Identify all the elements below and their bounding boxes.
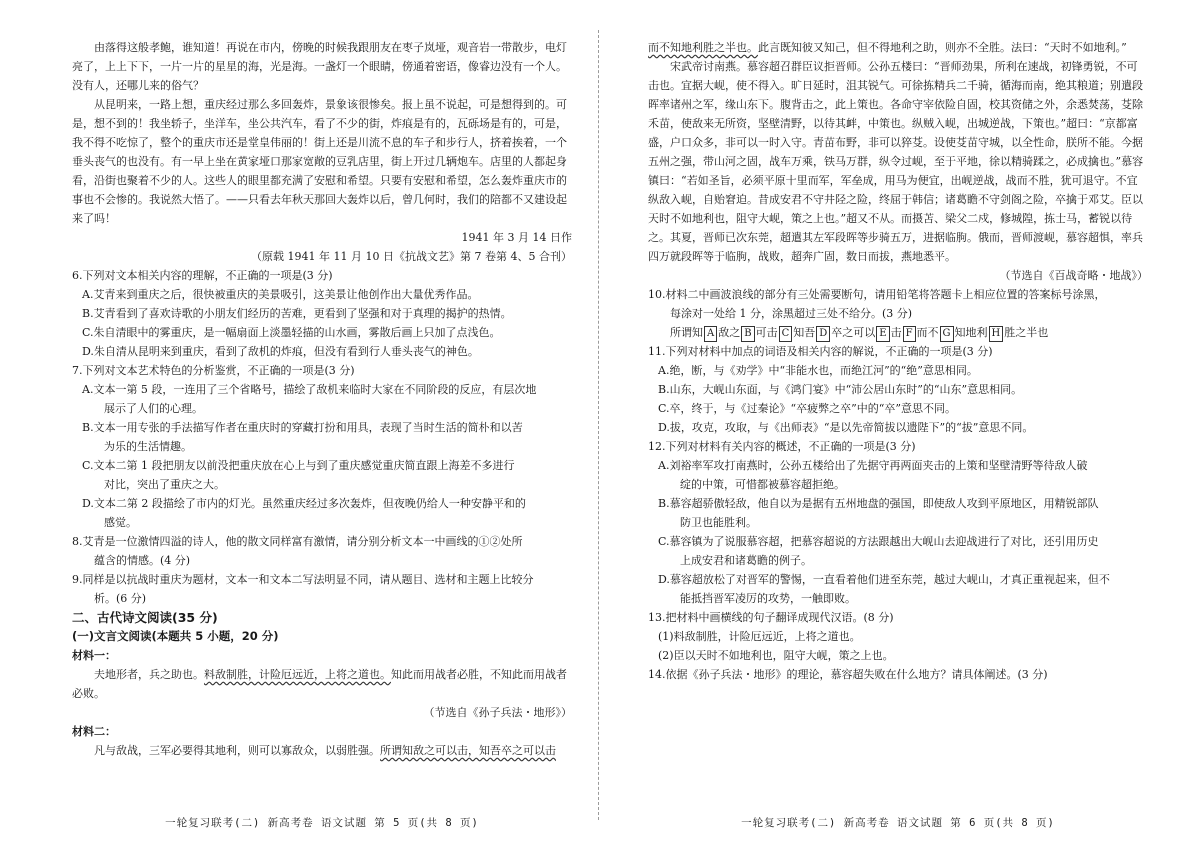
question-7: 7.下列对文本艺术特色的分析鉴赏，不正确的一项是(3 分) <box>72 364 355 377</box>
question-7-option-b: B.文本一用专张的手法描写作者在重庆时的穿藏打扮和用具，表现了当时生活的简朴和以苦 为乐的生活情趣。 <box>82 421 523 453</box>
question-11-option-c: C.卒，终于，与《过秦论》“卒疲弊之卒”中的“卒”意思不同。 <box>658 402 957 415</box>
section-2-heading: 二、古代诗文阅读(35 分) <box>72 610 218 625</box>
question-11-option-a: A.绝，断，与《劝学》中“非能水也，而绝江河”的“绝”意思相同。 <box>658 364 978 377</box>
material-2-text: 凡与敌战，三军必要得其地利，则可以寡敌众，以弱胜强。所谓知敌之可以击，知吾卒之可以击 <box>94 744 556 757</box>
subsection-classical-prose: (一)文言文阅读(本题共 5 小题，20 分) <box>72 629 279 643</box>
question-9: 9.同样是以抗战时重庆为题材，文本一和文本二写法明显不同，请从题目、选材和主题上比较分 析。(6 分) <box>72 573 534 605</box>
question-12: 12.下列对材料有关内容的概述，不正确的一项是(3 分) <box>648 440 916 453</box>
question-11-option-b: B.山东，大岘山东面，与《鸿门宴》中“沛公居山东时”的“山东”意思相同。 <box>658 383 1023 396</box>
question-6-option-c: C.朱自清眼中的雾重庆，是一幅扇面上淡墨轻描的山水画，雾散后画上只加了点浅色。 <box>82 326 501 339</box>
question-13: 13.把材料中画横线的句子翻译成现代汉语。(8 分) <box>648 611 894 624</box>
question-12-option-c: C.慕容镇为了说服慕容超，把慕容超说的方法跟越出大岘山去迎战进行了对比，还引用历史 上成安君和诸葛瞻的例子。 <box>658 535 1099 567</box>
material-2-label: 材料二： <box>72 725 116 738</box>
question-10-sentence: 所谓知 A 敌之 B 可击 C 知吾 D 卒之可以 E 击 F 而不 G 知地利 H 胜之半也 <box>648 323 1148 342</box>
question-8: 8.艾青是一位激情四溢的诗人，他的散文同样富有激情，请分别分析文本一中画线的①②处所 蕴含的情感。(4 分) <box>72 535 523 567</box>
question-12-option-b: B.慕容超骄傲轻敌，他自以为是据有五州地盘的强国，即使敌人攻到平原地区，用精锐部队 防卫也能胜利。 <box>658 497 1099 529</box>
page-6-column <box>648 38 1148 684</box>
question-10: 10.材料二中画波浪线的部分有三处需要断句，请用铅笔将答题卡上相应位置的答案标号涂黑， 每涂对一处给 1 分，涂黑超过三处不给分。(3 分) <box>648 288 1106 320</box>
page-divider <box>598 30 599 820</box>
break-mark-g: G <box>940 326 954 342</box>
material-2-source: （节选自《百战奇略・地战》） <box>999 269 1148 282</box>
question-7-option-d: D.文本二第 2 段描绘了市内的灯光。虽然重庆经过多次轰炸，但夜晚仍给人一种安静平和的 感觉。 <box>82 497 526 529</box>
question-11-option-d: D.拔，攻克，攻取，与《出师表》“是以先帝简拔以遗陛下”的“拔”意思不同。 <box>658 421 1034 434</box>
question-6-option-d: D.朱自清从昆明来到重庆，看到了敌机的炸痕，但没有看到行人垂头丧气的神色。 <box>82 345 479 358</box>
break-mark-f: F <box>903 326 916 342</box>
question-7-option-c: C.文本二第 1 段把朋友以前没把重庆放在心上与到了重庆感觉重庆简直跟上海差不多进行 对比，突出了重庆之大。 <box>82 459 515 491</box>
material-1-underlined: 料敌制胜，计险厄远近，上将之道也。 <box>204 668 391 681</box>
material-2-wavy-end: 而不知地利胜之半也。 <box>648 41 758 54</box>
question-11: 11.下列对材料中加点的词语及相关内容的解说，不正确的一项是(3 分) <box>648 345 993 358</box>
question-7-option-a: A.文本一第 5 段，一连用了三个省略号，描绘了敌机来临时大家在不同阶段的反应，有层次地 展示了人们的心理。 <box>82 383 537 415</box>
material-2-wavy-start: 所谓知敌之可以击，知吾卒之可以击 <box>380 744 556 757</box>
break-mark-c: C <box>779 326 793 342</box>
question-12-option-a: A.刘裕率军攻打南燕时，公孙五楼给出了先据守再两面夹击的上策和坚壁清野等待敌人破 绽的中策，可惜都被慕容超拒绝。 <box>658 459 1088 491</box>
material-1-source: （节选自《孙子兵法・地形》） <box>423 706 572 719</box>
question-13-sentence-2: (2)臣以天时不如地利也，阻守大岘，策之上也。 <box>658 649 894 662</box>
page-5-footer: 一轮复习联考(二) 新高考卷 语文试题 第 5 页(共 8 页) <box>165 817 479 829</box>
break-mark-e: E <box>876 326 889 342</box>
article-date: 1941 年 3 月 14 日作 <box>461 231 572 244</box>
material-1-text: 夫地形者，兵之助也。料敌制胜，计险厄远近，上将之道也。知此而用战者必胜，不知此而用战者必败。 <box>72 668 567 700</box>
material-2-continuation: 而不知地利胜之半也。此言既知彼又知己，但不得地利之助，则亦不全胜。法曰：“天时不如地利。” <box>648 41 1127 54</box>
question-12-option-d: D.慕容超放松了对晋军的警惕，一直看着他们进至东莞，越过大岘山，才真正重视起来，但不 能抵挡晋军凌厉的攻势，一触即败。 <box>658 573 1110 605</box>
page-6-footer: 一轮复习联考(二) 新高考卷 语文试题 第 6 页(共 8 页) <box>741 817 1055 829</box>
text2-paragraph: 从昆明来，一路上想，重庆经过那么多回轰炸，景象该很惨矣。报上虽不说起，可是想得到的。可是，想不到的！我坐轿子，坐洋车，坐公共汽车，看了不少的街，炸痕是有的，瓦砾场是有的，可是，我不得不吃惊了，整个的重庆市还是堂皇伟丽的！街上还是川流不息的车子和步行人，挤着挨着，一个垂头丧气的也没有。有一早上坐在黄家垭口那家宽敞的豆乳店里，街上开过几辆炮车。店里的人都起身看，沿街也聚着不少的人。这些人的眼里都充满了安慰和希望。只要有安慰和希望，怎么轰炸重庆市的事也不会惨的。我说然大悟了。——只看去年秋天那回大轰炸以后，曾几何时，我们的陪都不又建设起来了吗！ <box>72 98 567 225</box>
article-source: （原载 1941 年 11 月 10 日《抗战文艺》第 7 卷第 4、5 合刊） <box>251 250 572 263</box>
question-6: 6.下列对文本相关内容的理解，不正确的一项是(3 分) <box>72 269 333 282</box>
material-2-story: 宋武帝讨南燕。慕容超召群臣议拒晋师。公孙五楼曰：“晋师劲果，所利在速战，初锋勇锐，不可击也。宜据大岘，使不得入。旷日延时，沮其锐气。可徐拣精兵二千骑，循海而南，绝其粮道；别遣段晖率诸州之军，缘山东下。腹背击之，此上策也。各命守宰依险自固，校其资储之外，余悉焚荡，芟除禾苗，使敌来无所资，坚壁清野，以待其衅，中策也。纵贼入岘，出城逆战，下策也。”超曰：“京都富盛，户口众多，非可以一时入守。青苗布野，非可以猝芟。设使芟苗守城，以全性命，朕所不能。今据五州之强，带山河之固，战车万乘，铁马万群，纵令过岘，至于平地，徐以精骑蹂之，必成擒也。”慕容镇曰：“若如圣旨，必须平原十里而军，军垒成，用马为便宜，出岘逆战，战而不胜，犹可退守。不宜纵敌入岘，自贻窘迫。昔成安君不守井陉之险，终屈于韩信；诸葛瞻不守剑阁之险，卒擒于邓艾。臣以天时不如地利也，阻守大岘，策之上也。”超又不从。而摄苫、梁父二戍，修城隍，拣士马，蓄锐以待之。其夏，晋师已次东莞，超遣其左军段晖等步骑五万，进据临朐。俄而，晋师渡岘，慕容超惧，率兵四万就段晖等于临朐，战败，超奔广固，数日而拔，燕地悉平。 <box>648 60 1144 263</box>
question-6-option-b: B.艾青看到了喜欢诗歌的小朋友们经历的苦难，更看到了坚强和对于真理的揭护的热情。 <box>82 307 512 320</box>
page-5-column <box>72 38 572 760</box>
text1-continuation: 由落得这般孝鲍，谁知道！再说在市内，傍晚的时候我跟朋友在枣子岚垭，观音岩一带散步，电灯亮了，上上下下，一片一片的星星的海，光是海。一盏灯一个眼睛，傍通着密语，像睿边没有一个人。没有人，还哪儿来的俗气？ <box>72 41 567 92</box>
question-14: 14.依据《孙子兵法・地形》的理论，慕容超失败在什么地方？请具体阐述。(3 分) <box>648 668 1048 681</box>
break-mark-a: A <box>704 326 717 342</box>
material-1-label: 材料一： <box>72 649 116 662</box>
break-mark-d: D <box>816 326 830 342</box>
question-6-option-a: A.艾青来到重庆之后，很快被重庆的美景吸引，这美景让他创作出大量优秀作品。 <box>82 288 479 301</box>
break-mark-h: H <box>989 326 1004 342</box>
break-mark-b: B <box>741 326 754 342</box>
question-13-sentence-1: (1)料敌制胜，计险厄远近，上将之道也。 <box>658 630 861 643</box>
